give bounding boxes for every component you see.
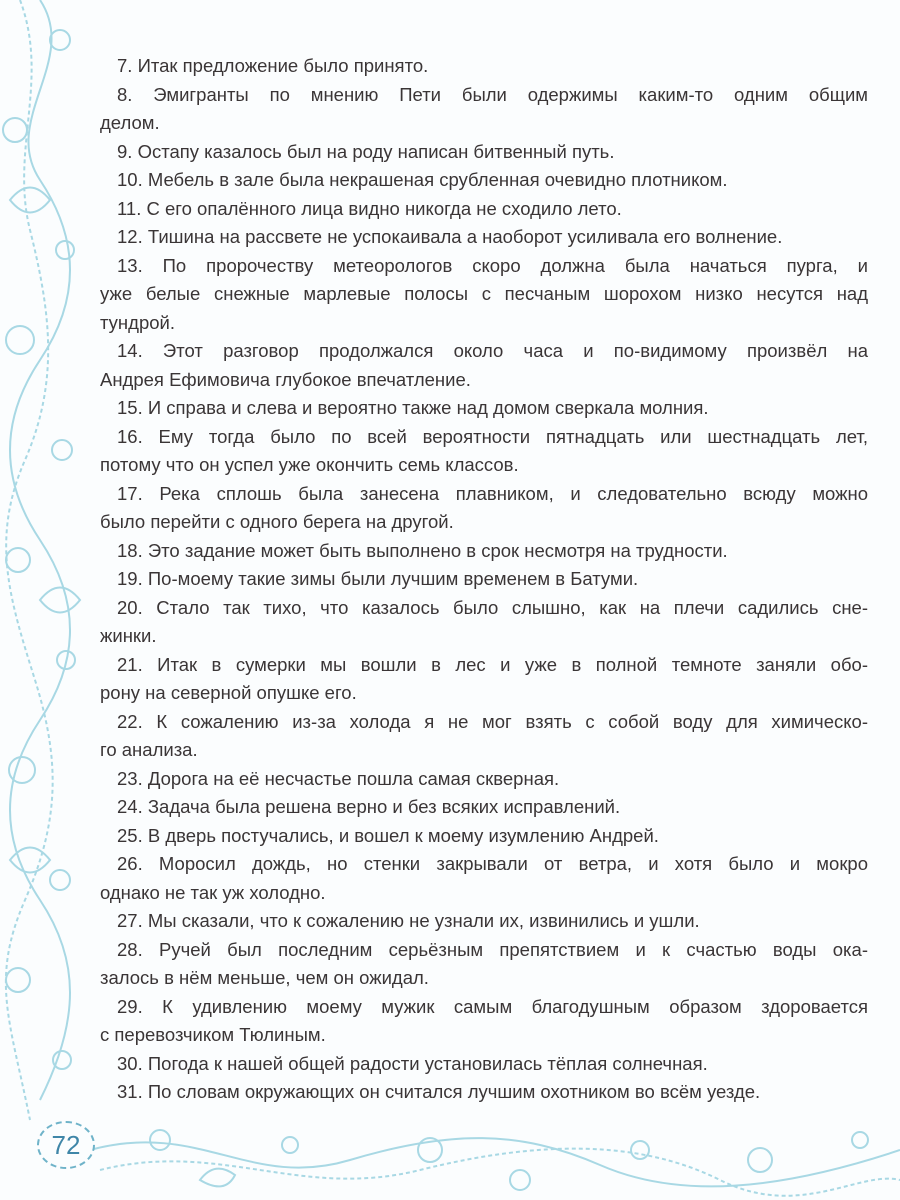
sentence-line: залось в нём меньше, чем он ожидал. xyxy=(100,967,429,988)
sentence-line: делом. xyxy=(100,112,160,133)
sentence-line: 25. В дверь постучались, и вошел к моему изумлению Андрей. xyxy=(117,824,659,846)
sentence-line: Андрея Ефимовича глубокое впечатление. xyxy=(100,368,471,390)
sentence-line: тундрой. xyxy=(100,311,175,333)
sentence-line: жинки. xyxy=(100,625,157,646)
sentence-item xyxy=(100,223,868,252)
sentence-line: 29. К удивлению моему мужик самым благодушным образом здоровается xyxy=(117,995,868,1017)
sentence-line: 20. Стало так тихо, что казалось было слышно, как на плечи садились сне- xyxy=(117,596,868,618)
sentence-line: 15. И справа и слева и вероятно также над домом сверкала молния. xyxy=(117,397,709,418)
sentence-item xyxy=(100,81,868,138)
sentence-line: 12. Тишина на рассвете не успокаивала а наоборот усиливала его волнение. xyxy=(117,226,783,247)
sentence-line: 16. Ему тогда было по всей вероятности пятнадцать или шестнадцать лет, xyxy=(117,425,868,447)
sentence-line: однако не так уж холодно. xyxy=(100,881,326,903)
sentence-line: 22. К сожалению из-за холода я не мог взять с собой воду для химическо- xyxy=(117,710,868,732)
sentence-item xyxy=(100,594,868,651)
sentence-line: 9. Остапу казалось был на роду написан битвенный путь. xyxy=(117,140,615,162)
floral-border-bottom xyxy=(0,1110,900,1200)
sentence-line: 18. Это задание может быть выполнено в срок несмотря на трудности. xyxy=(117,539,728,561)
sentence-line: с перевозчиком Тюлиным. xyxy=(100,1024,326,1045)
sentence-line: уже белые снежные марлевые полосы с песчаным шорохом низко несутся над xyxy=(100,283,868,304)
sentence-item xyxy=(100,138,868,167)
sentence-item xyxy=(100,423,868,480)
sentence-item xyxy=(100,708,868,765)
floral-border-left xyxy=(0,0,95,1200)
sentence-item xyxy=(100,52,868,81)
sentence-item xyxy=(100,480,868,537)
sentence-line: 28. Ручей был последним серьёзным препятствием и к счастью воды ока- xyxy=(117,938,868,960)
sentence-line: го анализа. xyxy=(100,739,198,760)
sentence-item xyxy=(100,793,868,822)
sentence-line: 21. Итак в сумерки мы вошли в лес и уже в полной темноте заняли обо- xyxy=(117,653,868,675)
sentence-line: 19. По-моему такие зимы были лучшим временем в Батуми. xyxy=(117,568,639,589)
sentence-item xyxy=(100,822,868,851)
sentence-item xyxy=(100,936,868,993)
sentence-line: 23. Дорога на её несчастье пошла самая скверная. xyxy=(117,767,560,789)
sentence-line: 17. Река сплошь была занесена плавником, и следовательно всюду можно xyxy=(117,482,868,504)
sentence-item xyxy=(100,993,868,1050)
sentence-line: рону на северной опушке его. xyxy=(100,682,357,703)
sentence-line: 30. Погода к нашей общей радости установилась тёплая солнечная. xyxy=(117,1052,708,1074)
sentence-item xyxy=(100,537,868,566)
sentence-item xyxy=(100,394,868,423)
sentence-line: 7. Итак предложение было принято. xyxy=(117,55,429,76)
sentence-item xyxy=(100,1050,868,1079)
sentence-line: 11. С его опалённого лица видно никогда не сходило лето. xyxy=(117,197,622,219)
sentence-line: потому что он успел уже окончить семь классов. xyxy=(100,454,519,475)
sentence-line: 14. Этот разговор продолжался около часа и по-видимому произвёл на xyxy=(117,340,868,361)
sentence-item xyxy=(100,195,868,224)
sentence-item xyxy=(100,252,868,338)
sentence-line: 13. По пророчеству метеорологов скоро должна была начаться пурга, и xyxy=(117,254,868,276)
sentence-item xyxy=(100,765,868,794)
sentence-line: 31. По словам окружающих он считался лучшим охотником во всём уезде. xyxy=(117,1081,761,1102)
sentence-item xyxy=(100,166,868,195)
exercise-sentences xyxy=(100,52,868,1107)
sentence-item xyxy=(100,651,868,708)
sentence-line: 27. Мы сказали, что к сожалению не узнали их, извинились и ушли. xyxy=(117,910,700,931)
sentence-item xyxy=(100,565,868,594)
sentence-item xyxy=(100,850,868,907)
sentence-line: 26. Моросил дождь, но стенки закрывали от ветра, и хотя было и мокро xyxy=(117,853,868,874)
sentence-line: 8. Эмигранты по мнению Пети были одержимы каким-то одним общим xyxy=(117,83,868,105)
sentence-line: было перейти с одного берега на другой. xyxy=(100,511,454,532)
sentence-item xyxy=(100,1078,868,1107)
sentence-line: 24. Задача была решена верно и без всяких исправлений. xyxy=(117,796,621,817)
page-number: 72 xyxy=(37,1121,95,1169)
sentence-item xyxy=(100,337,868,394)
sentence-item xyxy=(100,907,868,936)
sentence-line: 10. Мебель в зале была некрашеная срубленная очевидно плотником. xyxy=(117,169,728,190)
